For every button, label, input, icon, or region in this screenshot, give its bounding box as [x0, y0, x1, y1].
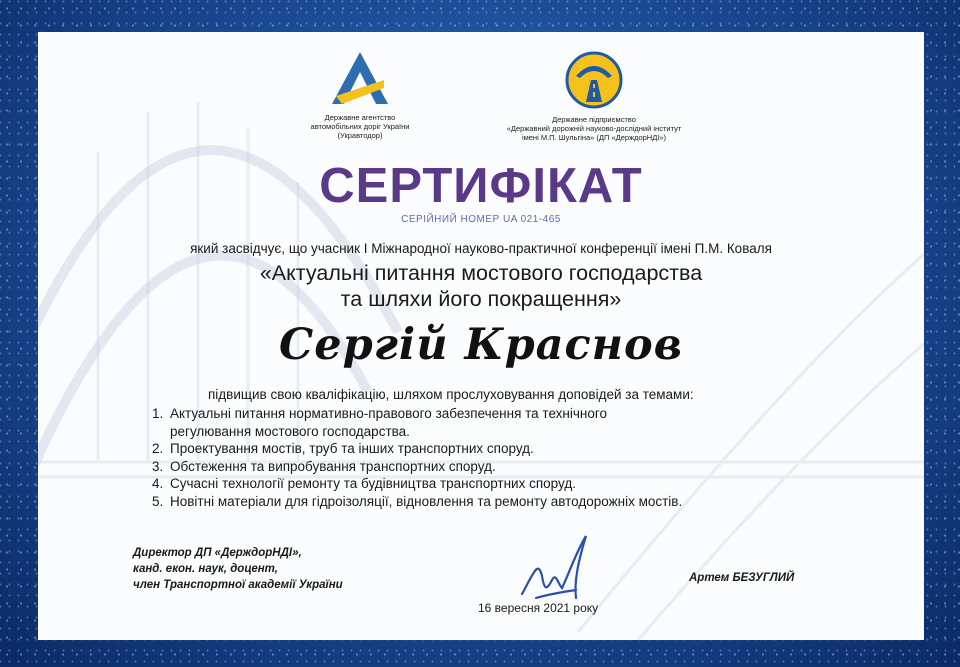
participant-name: Сергій Краснов	[279, 320, 683, 370]
ukravtodor-name-line: (Укравтодор)	[337, 131, 383, 140]
topic-line: Проектування мостів, труб та інших транспортних споруд.	[170, 441, 534, 456]
derzhdorndi-name-line: «Державний дорожній науково-дослідний інститут	[506, 124, 682, 133]
topic-item	[152, 475, 682, 493]
ukravtodor-logo-icon	[328, 50, 392, 108]
topic-item	[152, 458, 682, 476]
topic-item	[152, 405, 682, 440]
signatory-title	[133, 545, 343, 593]
ukravtodor-logo-block	[300, 50, 420, 140]
conference-title-line: та шляхи його покращення»	[340, 287, 622, 311]
topic-line: Новітні матеріали для гідроізоляції, відновлення та ремонту автодорожніх мостів.	[170, 493, 683, 509]
topic-number: 3.	[152, 458, 164, 474]
derzhdorndi-logo-icon	[564, 50, 624, 110]
issue-date: 16 вересня 2021 року	[478, 601, 599, 615]
certificate-paper	[38, 32, 924, 640]
signatory-title-line: Директор ДП «ДерждорНДІ»,	[133, 547, 302, 559]
certificate-title: СЕРТИФІКАТ	[319, 159, 643, 213]
topics-list	[152, 405, 682, 510]
derzhdorndi-name-line: Державне підприємство	[552, 115, 636, 124]
ukravtodor-name-line: автомобільних доріг України	[310, 122, 410, 131]
serial-number: СЕРІЙНИЙ НОМЕР UA 021-465	[401, 214, 561, 225]
topic-item	[152, 440, 682, 458]
topic-item	[152, 493, 682, 511]
topic-number: 5.	[152, 493, 164, 509]
signatory-name: Артем БЕЗУГЛИЙ	[689, 572, 795, 584]
topic-number: 4.	[152, 476, 164, 491]
conference-title-line: «Актуальні питання мостового господарства	[259, 261, 703, 285]
topic-line: Актуальні питання нормативно-правового забезпечення та технічного	[170, 406, 608, 421]
derzhdorndi-logo-block	[484, 50, 704, 142]
signature-image	[516, 532, 606, 612]
topic-line: Обстеження та випробування транспортних споруд.	[170, 458, 496, 474]
topic-line: регулювання мостового господарства.	[170, 423, 410, 439]
topic-line: Сучасні технології ремонту та будівництва транспортних споруд.	[170, 476, 576, 491]
topic-number: 2.	[152, 441, 164, 456]
ukravtodor-name-line: Державне агентство	[324, 113, 396, 122]
signatory-title-line: канд. екон. наук, доцент,	[133, 563, 278, 575]
topic-number: 1.	[152, 406, 164, 421]
topics-lead: підвищив свою кваліфікацію, шляхом прослуховування доповідей за темами:	[208, 387, 694, 402]
signatory-title-line: член Транспортної академії України	[133, 579, 343, 591]
confirm-line: який засвідчує, що учасник І Міжнародної науково-практичної конференції імені П.М. Коваля	[190, 241, 772, 256]
derzhdorndi-name-line: імені М.П. Шульгіна» (ДП «ДерждорНДІ»)	[521, 133, 667, 142]
